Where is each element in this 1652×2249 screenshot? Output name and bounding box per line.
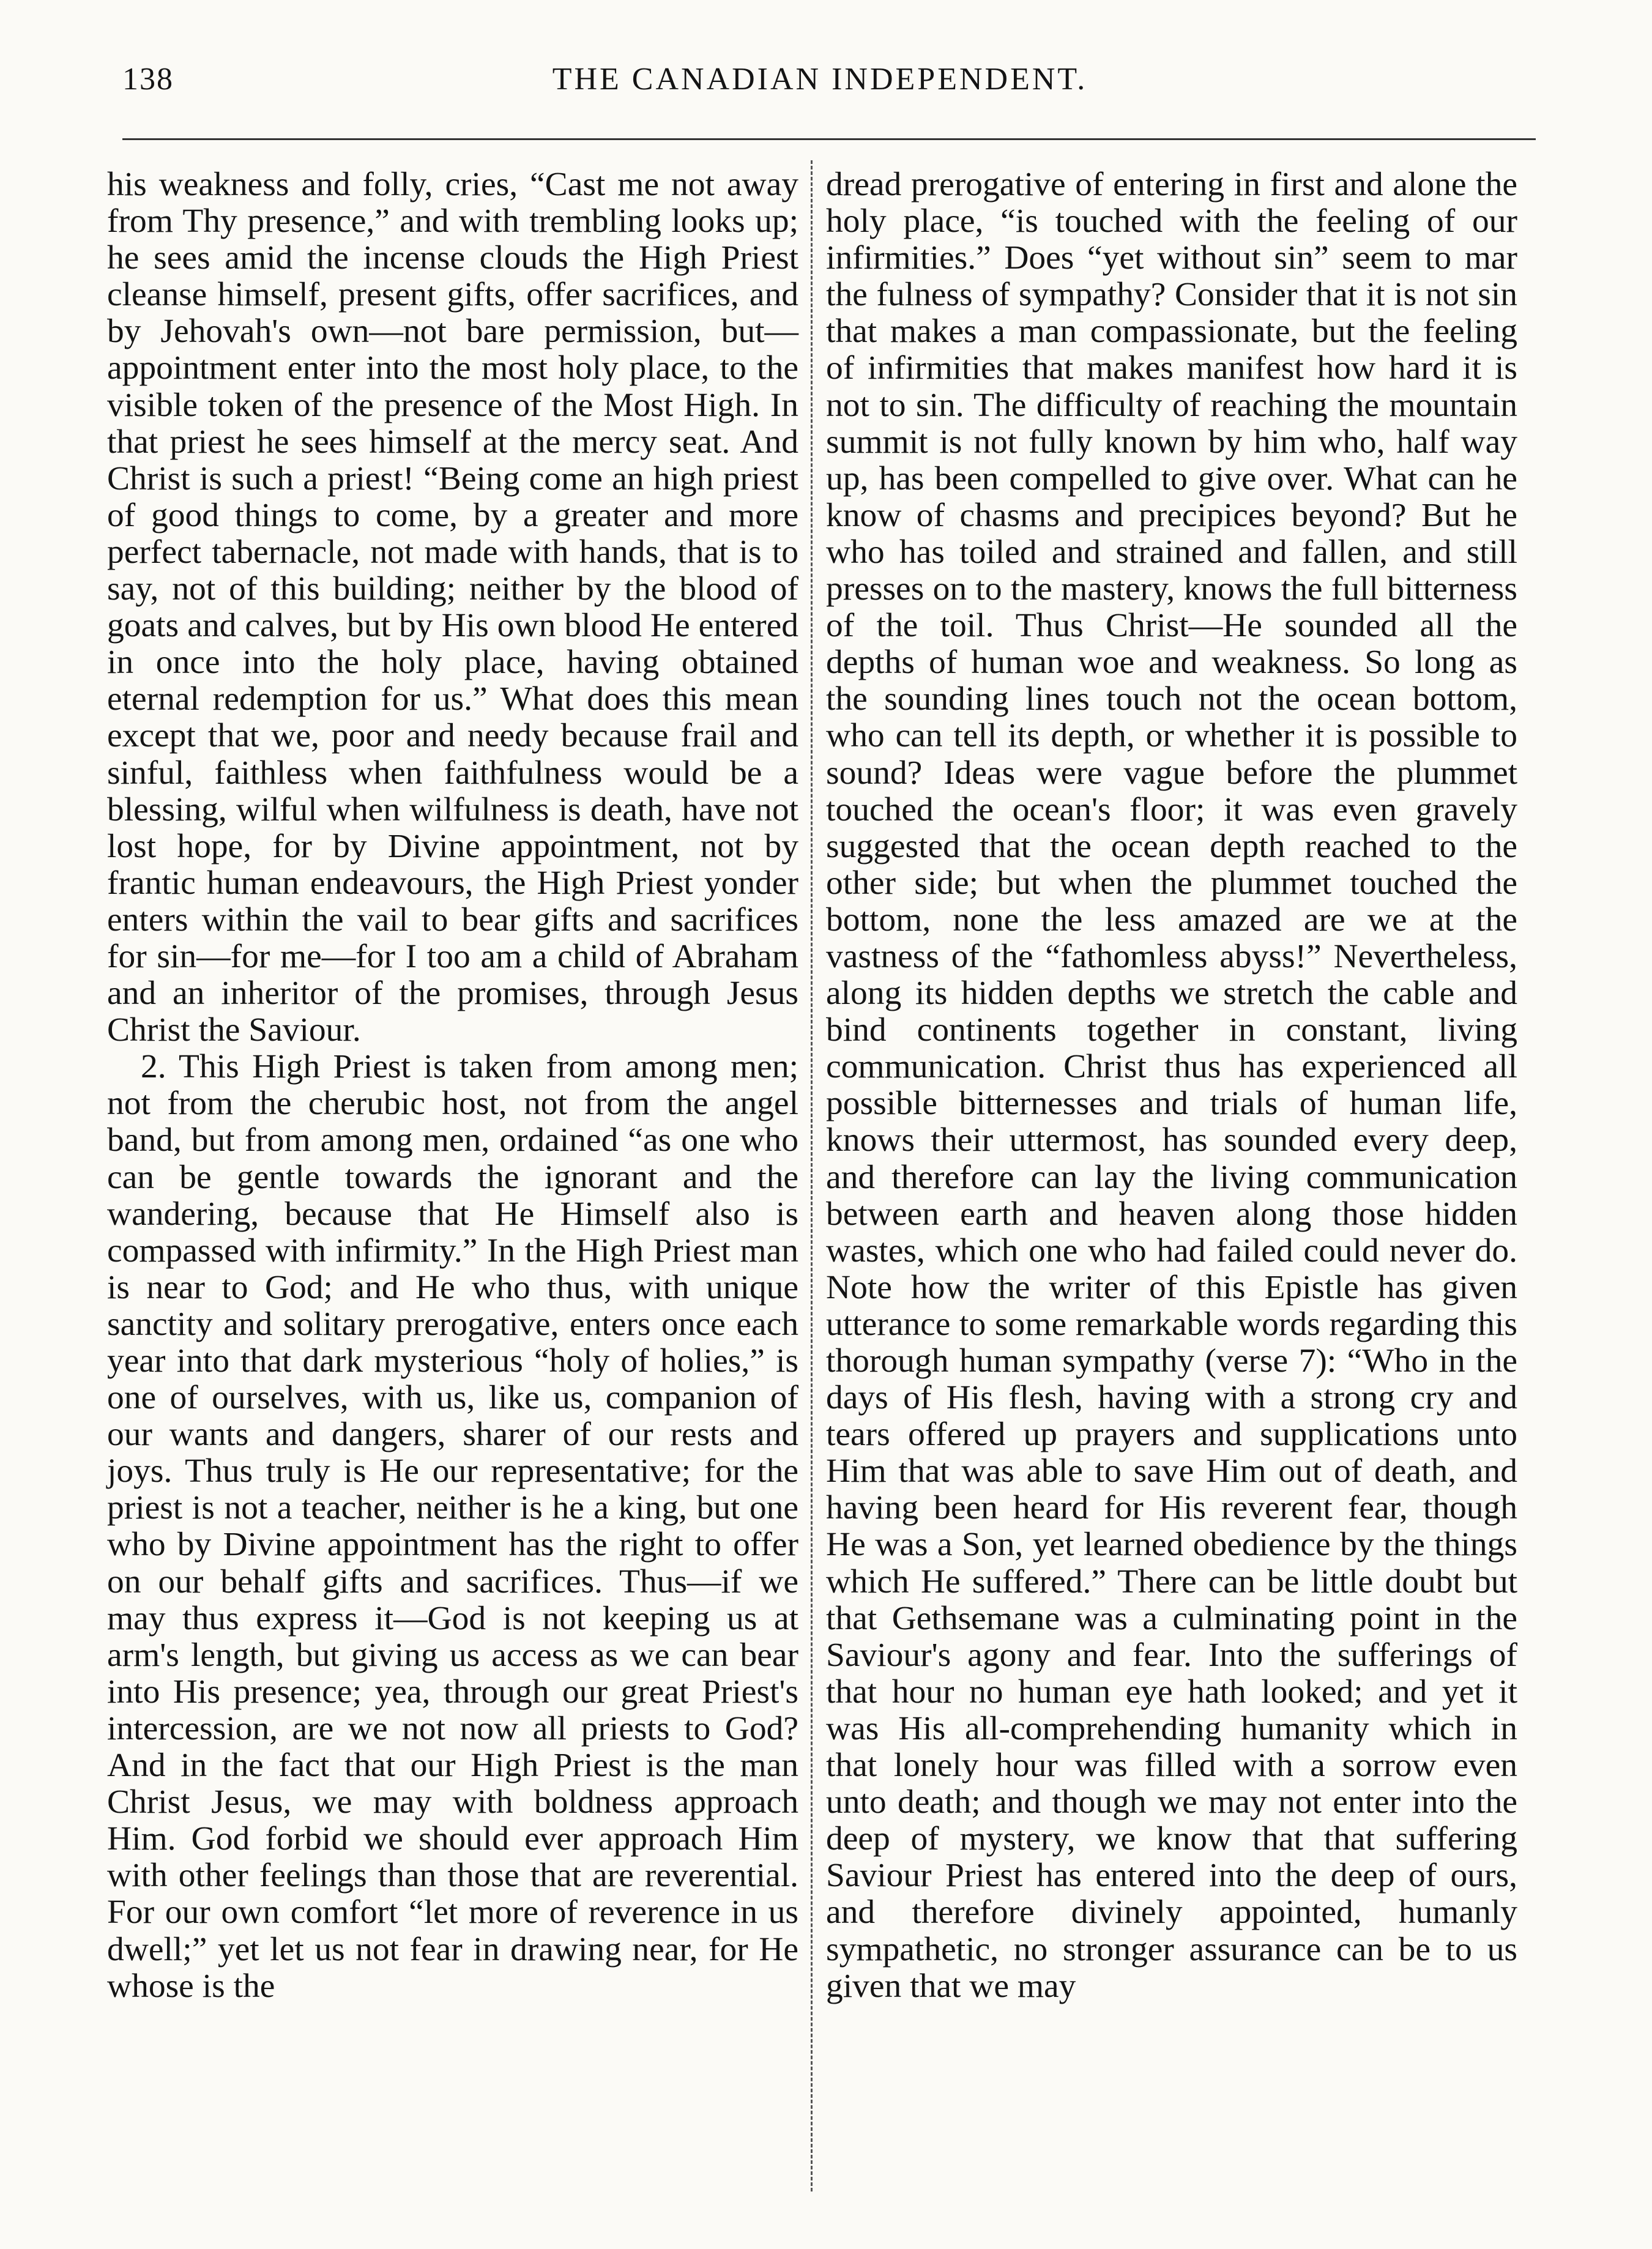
right-paragraph-1: dread prerogative of entering in first and alone the holy place, “is touched with the feeling of our infirmities.” Does “yet without sin” seem to mar the fulness of sympathy? Consider that it is not sin that makes a man compassionate, but the feeling of infirmities that makes manifest how hard it is not to sin. The difficulty of reaching the mountain summit is not fully known by him who, half way up, has been compelled to give over. What can he know of chasms and precipices beyond? But he who has toiled and strained and fallen, and still presses on to the mastery, knows the full bitterness of the toil. Thus Christ—He sounded all the depths of human woe and weakness. So long as the sounding lines touch not the ocean bottom, who can tell its depth, or whether it is possible to sound? Ideas were vague before the plummet touched the ocean's floor; it was even gravely suggested that the ocean depth reached to the other side; but when the plummet touched the bottom, none the less amazed are we at the vastness of the “fathomless abyss!” Nevertheless, along its hidden depths we stretch the cable and bind continents together in constant, living communication. Christ thus has experienced all possible bitternesses and trials of human life, knows their uttermost, has sounded every deep, and therefore can lay the living communication between earth and heaven along those hidden wastes, which one who had failed could never do. Note how the writer of this Epistle has given utterance to some remarkable words regarding this thorough human sympathy (verse 7): “Who in the days of His flesh, having with a strong cry and tears offered up prayers and supplications unto Him that was able to save Him out of death, and having been heard for His reverent fear, though He was a Son, yet learned obedience by the things which He suffered.” There can be little doubt but that Gethsemane was a culminating point in the Saviour's agony and fear. Into the sufferings of that hour no human eye hath looked; and yet it was His all-comprehending humanity which in that lonely hour was filled with a sorrow even unto death; and though we may not enter into the deep of mystery, we know that that suffering Saviour Priest has entered into the deep of ours, and therefore divinely appointed, humanly sympathetic, no stronger assurance can be to us given that we may xyxy=(826,166,1517,2005)
left-paragraph-1: his weakness and folly, cries, “Cast me not away from Thy presence,” and with trembling looks up; he sees amid the incense clouds the High Priest cleanse himself, present gifts, offer sacrifices, and by Jehovah's own—not bare permission, but—appointment enter into the most holy place, to the visible token of the presence of the Most High. In that priest he sees himself at the mercy seat. And Christ is such a priest! “Being come an high priest of good things to come, by a greater and more perfect tabernacle, not made with hands, that is to say, not of this building; neither by the blood of goats and calves, but by His own blood He entered in once into the holy place, having obtained eternal redemption for us.” What does this mean except that we, poor and needy because frail and sinful, faithless when faithfulness would be a blessing, wilful when wilfulness is death, have not lost hope, for by Divine appointment, not by frantic human endeavours, the High Priest yonder enters within the vail to bear gifts and sacrifices for sin—for me—for I too am a child of Abraham and an inheritor of the promises, through Jesus Christ the Saviour. xyxy=(107,166,798,1049)
header-rule xyxy=(122,138,1536,140)
page-number: 138 xyxy=(122,62,174,97)
page-header xyxy=(104,61,1536,110)
right-column xyxy=(826,166,1517,2005)
left-paragraph-2: 2. This High Priest is taken from among men; not from the cherubic host, not from the angel band, but from among men, ordained “as one who can be gentle towards the ignorant and the wandering, because that He Himself also is compassed with infirmity.” In the High Priest man is near to God; and He who thus, with unique sanctity and solitary prerogative, enters once each year into that dark mysterious “holy of holies,” is one of ourselves, with us, like us, companion of our wants and dangers, sharer of our rests and joys. Thus truly is He our representative; for the priest is not a teacher, neither is he a king, but one who by Divine appointment has the right to offer on our behalf gifts and sacrifices. Thus—if we may thus express it—God is not keeping us at arm's length, but giving us access as we can bear into His presence; yea, through our great Priest's intercession, are we not now all priests to God? And in the fact that our High Priest is the man Christ Jesus, we may with boldness approach Him. God forbid we should ever approach Him with other feelings than those that are reverential. For our own comfort “let more of reverence in us dwell;” yet let us not fear in drawing near, for He whose is the xyxy=(107,1048,798,2005)
column-divider xyxy=(811,160,813,2191)
left-column xyxy=(107,166,798,2005)
journal-title: THE CANADIAN INDEPENDENT. xyxy=(552,62,1088,97)
